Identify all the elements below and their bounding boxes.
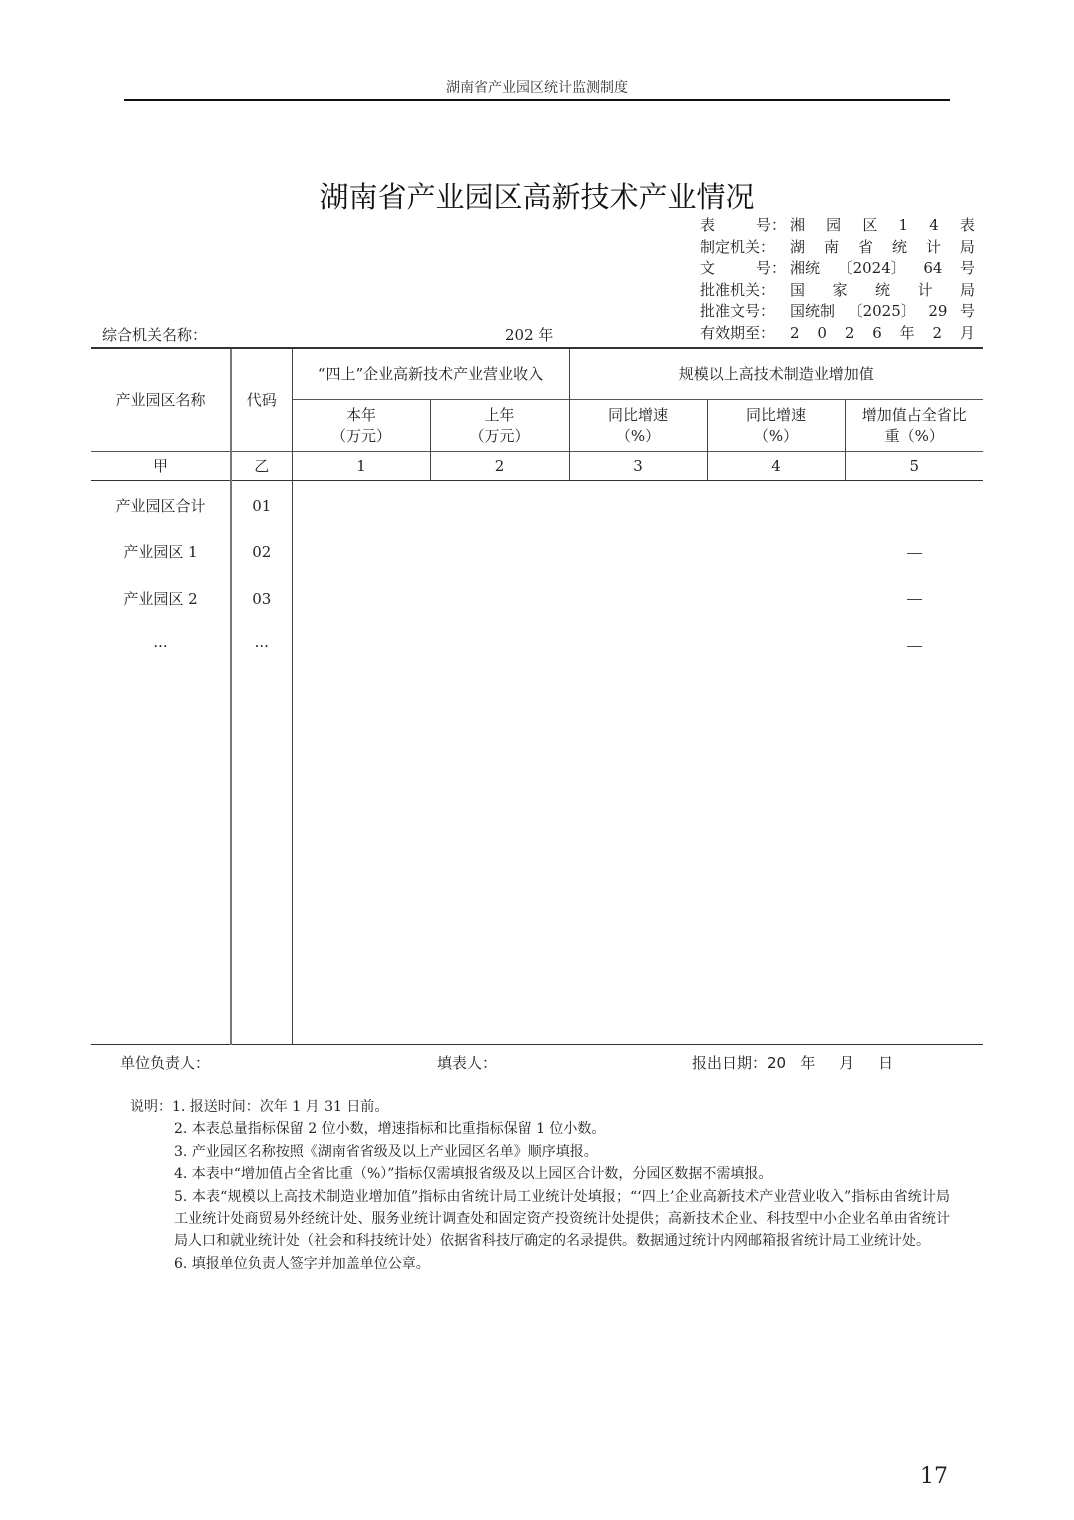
park-name-column	[91, 480, 231, 1044]
meta-key: 有效期至：	[700, 323, 776, 342]
notes-label: 说明：	[130, 1099, 172, 1115]
note-item: 5. 本表“规模以上高技术制造业增加值”指标由省统计局工业统计处填报；“‘四上’企业高新技术产业营业收入”指标由省统计局工业统计处商贸易外经统计处、服务业统计调查处和固定资产投资统计处提供；高新技术企业、科技型中小企业名单由省统计局人口和就业统计处（社会和科技统计处）依据省科技厅确定的名录提供。数据通过统计内网邮箱报省统计局工业统计处。	[174, 1188, 950, 1250]
running-header: 湖南省产业园区统计监测制度	[446, 80, 628, 96]
header-group-value-added: 规模以上高技术制造业增加值	[569, 348, 983, 399]
note-item: 3. 产业园区名称按照《湖南省省级及以上产业园区名单》顺序填报。	[174, 1143, 598, 1160]
share-cell[interactable]	[845, 529, 983, 576]
note-item: 2. 本表总量指标保留 2 位小数，增速指标和比重指标保留 1 位小数。	[174, 1121, 606, 1138]
meta-row	[700, 301, 975, 323]
share-cell[interactable]	[845, 576, 983, 623]
share-cell[interactable]	[845, 483, 983, 530]
page-number: 17	[920, 1464, 948, 1489]
meta-value: 国统制 〔2025〕 29 号	[790, 302, 975, 320]
meta-row	[700, 280, 975, 302]
index-row	[91, 451, 983, 480]
meta-key: 表 号：	[700, 216, 786, 234]
header-col2: 上年 （万元）	[430, 399, 569, 451]
meta-key: 批准机关：	[700, 280, 776, 299]
note-item: 说明：1. 报送时间：次年 1 月 31 日前。	[130, 1099, 389, 1115]
share-cell[interactable]	[845, 623, 983, 670]
header-park-name: 产业园区名称	[91, 348, 231, 451]
header-col1: 本年 （万元）	[292, 399, 430, 451]
index-cell: 3	[569, 451, 707, 480]
index-cell: 乙	[231, 451, 292, 480]
meta-value: 国 家 统 计 局	[790, 280, 975, 299]
header-code: 代码	[231, 348, 292, 451]
code-column	[231, 480, 292, 1044]
meta-value: 2 0 2 6 年 2 月	[790, 323, 975, 342]
park-name-cell: 产业园区 2	[123, 589, 198, 608]
data-area[interactable]	[292, 480, 845, 1044]
index-cell: 2	[430, 451, 569, 480]
meta-row	[700, 258, 975, 280]
responsible-person-label: 单位负责人：	[120, 1054, 211, 1072]
report-date-label: 报出日期：20 年 月 日	[692, 1054, 894, 1072]
note-item: 6. 填报单位负责人签字并加盖单位公章。	[174, 1255, 430, 1272]
index-cell: 1	[292, 451, 430, 480]
index-cell: 甲	[91, 451, 231, 480]
header-col3: 同比增速 （%）	[569, 399, 707, 451]
code-cell: 03	[252, 589, 272, 608]
meta-row	[700, 215, 975, 237]
meta-key: 批准文号：	[700, 302, 776, 320]
header-col5: 增加值占全省比 重（%）	[845, 399, 983, 451]
form-meta	[700, 215, 975, 344]
meta-row	[700, 237, 975, 259]
meta-value: 湘 园 区 1 4 表	[790, 216, 975, 234]
meta-value: 湖 南 省 统 计 局	[790, 237, 975, 256]
index-cell: 4	[707, 451, 845, 480]
year-label: 202 年	[505, 326, 554, 344]
park-name-cell: ···	[153, 636, 168, 655]
header-group-revenue: “四上”企业高新技术产业营业收入	[292, 348, 569, 399]
park-name-cell: 产业园区合计	[115, 496, 206, 515]
meta-row	[700, 323, 975, 345]
org-name-label: 综合机关名称：	[102, 326, 208, 344]
dash-mark	[907, 599, 922, 600]
meta-key: 文 号：	[700, 259, 786, 277]
page-title: 湖南省产业园区高新技术产业情况	[319, 180, 755, 214]
meta-key: 制定机关：	[700, 237, 776, 256]
header-col4: 同比增速 （%）	[707, 399, 845, 451]
dash-mark	[907, 553, 922, 554]
park-name-cell: 产业园区 1	[123, 543, 198, 562]
meta-value: 湘统 〔2024〕 64 号	[790, 259, 975, 277]
code-cell: 02	[252, 543, 272, 562]
dash-mark	[907, 646, 922, 647]
code-cell: ···	[254, 636, 269, 655]
filler-label: 填表人：	[437, 1054, 498, 1072]
share-column	[845, 480, 983, 1044]
code-cell: 01	[252, 496, 272, 515]
notes-section	[130, 1096, 950, 1275]
header-rule	[124, 99, 950, 101]
index-cell: 5	[845, 451, 983, 480]
stats-table	[91, 347, 983, 1045]
note-item: 4. 本表中“增加值占全省比重（%）”指标仅需填报省级及以上园区合计数，分园区数据不需填报。	[174, 1166, 773, 1183]
